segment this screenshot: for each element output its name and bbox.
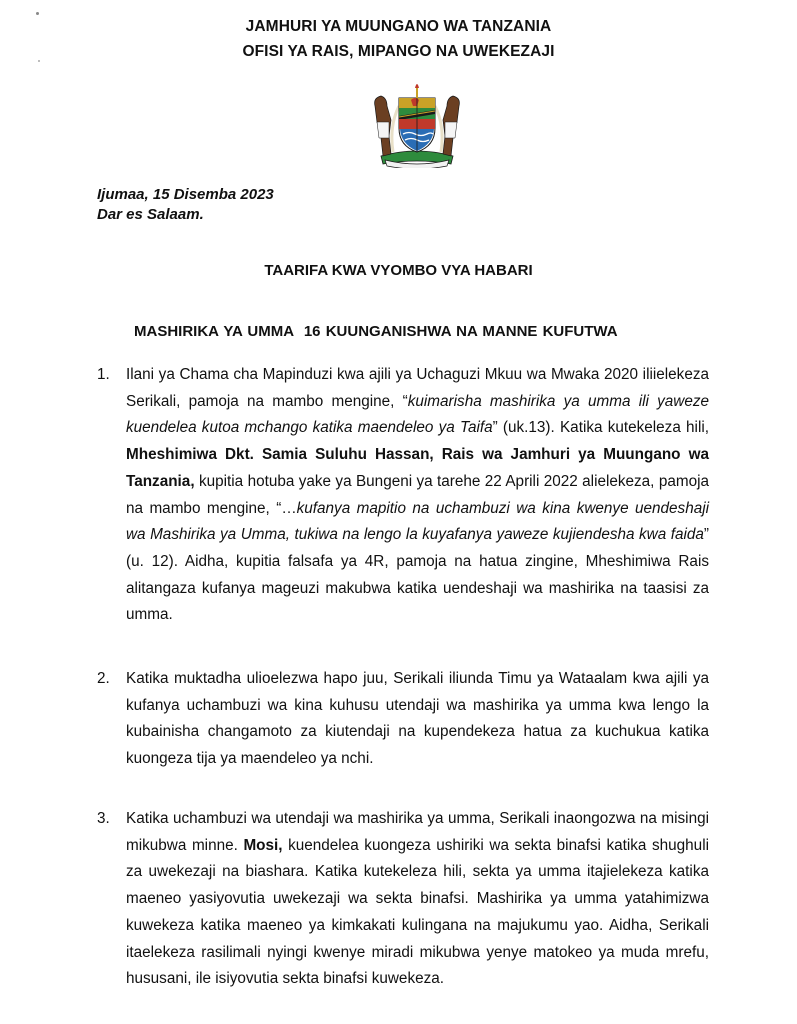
paragraph-number: 1. [97,366,110,383]
place-line: Dar es Salaam. [97,206,204,223]
header-office: OFISI YA RAIS, MIPANGO NA UWEKEZAJI [242,43,555,60]
paragraph-body [126,362,709,629]
paragraph-1 [97,362,709,629]
date-and-place [97,185,274,225]
date-line: Ijumaa, 15 Disemba 2023 [97,186,274,203]
text-segment: kupitia hotuba yake ya Bungeni ya tarehe 22 Aprili 2022 alielekeza, pamoja na mambo mengine, “… [126,472,709,517]
text-segment: Katika uchambuzi wa utendaji wa mashirika ya umma, Serikali inaongozwa na misingi mikubwa minne. [126,810,709,854]
quote-segment: kufanya mapitio na uchambuzi wa kina kwenye uendeshaji wa Mashirika ya Umma, tukiwa na lengo la kuyafanya yaweze kujiendesha kwa faida [126,499,710,544]
text-segment: ” (u. 12). Aidha, kupitia falsafa ya 4R, pamoja na hatua zingine, Mheshimiwa Rais alitangaza kufanya mageuzi makubwa katika uendeshaji wa mashirika na taasisi za umma. [126,526,709,624]
president-name: Mheshimiwa Dkt. Samia Suluhu Hassan, Rais wa Jamhuri ya Muungano wa Tanzania, [126,446,709,490]
text-segment: kuendelea kuongeza ushiriki wa sekta binafsi katika shughuli za uwekezaji na biashara. Katika kutekeleza hili, sekta ya umma itajielekeza katika maeneo yasiyovutia uwekezaji wa sekta binafsi. Mashirika ya umma yatahimizwa kuwekeza katika maeneo ya kimkakati kulingana na majukumu yao. Aidha, Serikali itaelekeza rasilimali nyingi kwenye miradi mikubwa yenye matokeo ya muda mrefu, hususani, ile isiyovutia sekta binafsi kuwekeza. [126,836,709,988]
paragraph-body [126,666,709,773]
text-segment: Katika muktadha ulioelezwa hapo juu, Serikali iliunda Timu ya Wataalam kwa ajili ya kufanya uchambuzi wa kina kuhusu utendaji wa mashirika ya umma kwa lengo la kubainisha changamoto za kiutendaji na kupendekeza hatua za kuchukua katika kuongeza tija ya maendeleo ya nchi. [126,670,709,768]
document-subtitle: MASHIRIKA YA UMMA 16 KUUNGANISHWA NA MANNE KUFUTWA [134,323,618,340]
paragraph-3 [97,806,709,993]
coat-of-arms-emblem [367,76,467,168]
paragraph-number: 2. [97,670,110,687]
paragraph-body [126,806,709,993]
letterhead [0,14,797,64]
text-segment: Ilani ya Chama cha Mapinduzi kwa ajili ya Uchaguzi Mkuu wa Mwaka 2020 iliielekeza Serikali, pamoja na mambo mengine, “ [126,366,709,410]
text-segment: ” (uk.13). Katika kutekeleza hili, [492,419,709,437]
quote-segment: kuimarisha mashirika ya umma ili yaweze kuendelea kutoa mchango katika maendeleo ya Taifa [126,392,709,437]
paragraph-number: 3. [97,810,110,827]
header-country: JAMHURI YA MUUNGANO WA TANZANIA [245,18,552,35]
emphasis-mosi: Mosi, [243,836,283,854]
document-title: TAARIFA KWA VYOMBO VYA HABARI [264,262,533,279]
paragraph-2 [97,666,709,773]
